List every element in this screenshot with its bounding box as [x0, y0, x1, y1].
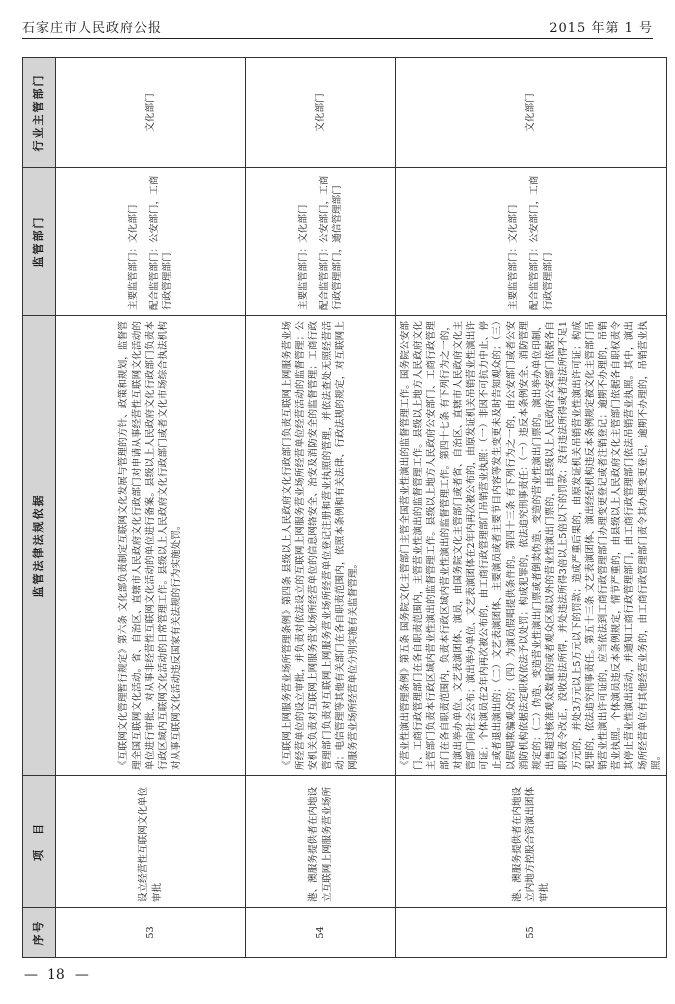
- publication-title: 石家庄市人民政府公报: [22, 21, 163, 36]
- issue-number: 2015 年第 1 号: [549, 21, 653, 36]
- assisting-supervisor: 配合监管部门：公安部门，工商行政管理部门，通信管理部门: [318, 175, 344, 310]
- table-row: [396, 58, 667, 958]
- table-row: [56, 58, 246, 958]
- row-industry: 文化部门: [246, 58, 396, 168]
- row-basis: 《互联网上网服务营业场所管理条例》第四条 县级以上人民政府文化行政部门负责互联网上网服务营业场所经营单位的设立审批，并负责对依法设立的互联网上网服务营业场所经营单位经营活动的监督管理；公安机关负责对互联网上网服务营业场所经营单位的信息网络安全、治安及消防安全的监督管理；工商行政管理部门负责对互联网上网服务营业场所经营单位登记注册和营业执照的管理，并依法查处无照经营活动；电信管理等其他有关部门在各自职责范围内，依照本条例和有关法律、行政法规的规定，对互联网上网服务营业场所经营单位分别实施有关监督管理。: [246, 316, 396, 776]
- main-supervisor: 主要监管部门：文化部门: [508, 204, 520, 310]
- row-basis: 《互联网文化管理暂行规定》第六条 文化部负责制定互联网文化发展与管理的方针、政策和规划，监督管理全国互联网文化活动。省、自治区、直辖市人民政府文化行政部门对申请从事经营性互联网文化活动的单位进行审批，对从事非经营性互联网文化活动的单位进行备案。县级以上人民政府文化行政部门负责本行政区域内互联网文化活动的日常管理工作。县级以上人民政府文化行政部门或者文化市场综合执法机构对从事互联网文化活动违反国家有关法规的行为实施处罚。: [56, 316, 246, 776]
- row-industry: 文化部门: [396, 58, 667, 168]
- column-header-basis: 监管法律法规依据: [23, 316, 56, 776]
- row-supervision: [246, 168, 396, 316]
- table-header-row: [23, 58, 56, 958]
- table-row: [246, 58, 396, 958]
- row-industry: 文化部门: [56, 58, 246, 168]
- row-number: 53: [56, 908, 246, 958]
- row-item: 设立经营性互联网文化单位审批: [56, 776, 246, 908]
- assisting-supervisor: 配合监管部门：公安部门，工商行政管理部门: [529, 175, 554, 310]
- row-item: 港、澳服务提供者在内地设立内地方控股合资演出团体审批: [396, 776, 667, 908]
- header-rule: [22, 38, 653, 39]
- row-number: 55: [396, 908, 667, 958]
- row-supervision: [396, 168, 667, 316]
- regulation-table: [22, 57, 667, 958]
- main-supervisor: 主要监管部门：文化部门: [127, 204, 139, 310]
- column-header-number: 序号: [23, 908, 56, 958]
- page-number: 18: [47, 967, 65, 983]
- assisting-supervisor: 配合监管部门：公安部门，工商行政管理部门: [148, 175, 174, 310]
- row-supervision: [56, 168, 246, 316]
- row-item: 港、澳服务提供者在内地设立互联网上网服务营业场所: [246, 776, 396, 908]
- column-header-supervision: 监管部门: [23, 168, 56, 316]
- column-header-industry: 行业主管部门: [23, 58, 56, 168]
- main-supervisor: 主要监管部门：文化部门: [297, 204, 309, 310]
- row-number: 54: [246, 908, 396, 958]
- column-header-item: 项 目: [23, 776, 56, 908]
- rotated-table-container: [22, 58, 662, 958]
- footer-dash-left: —: [24, 967, 37, 983]
- row-basis: 《营业性演出管理条例》第五条 国务院文化主管部门主管全国营业性演出的监督管理工作。国务院公安部门、工商行政管理部门在各自职责范围内，主管营业性演出的监督管理工作。县级以上地方人民政府文化主管部门负责本行政区域内营业性演出的监督管理工作。县级以上地方人民政府公安部门、工商行政管理部门在各自职责范围内，负责本行政区域内营业性演出的监督管理工作。第四十七条 有下列行为之一的，对演出举办单位、文艺表演团体、演员，由国务院文化主管部门或者省、自治区、直辖市人民政府文化主管部门向社会公布；演出举办单位、文艺表演团体在2年内再次被公布的，由原发证机关吊销营业性演出许可证；个体演员在2年内再次被公布的，由工商行政管理部门吊销营业执照：（一）非因不可抗力中止、停止或者退出演出的；（二）文艺表演团体、主要演员或者主要节目内容等发生变更未及时告知观众的；（三）以假唱欺骗观众的；（四）为演员假唱提供条件的。第四十三条 有下列行为之一的，由公安部门或者公安消防机构依据法定职权依法予以处罚；构成犯罪的，依法追究刑事责任：（一）违反本条例安全、消防管理规定的；（二）伪造、变造营业性演出门票或者倒卖伪造、变造的营业性演出门票的。演出举办单位印制、出售超过核准观众数量的或者观众区域以外的营业性演出门票的，由县级以上人民政府公安部门依据各自职权责令改正，没收违法所得，并处违法所得3倍以上5倍以下的罚款；没有违法所得或者违法所得不足1万元的，并处3万元以上5万元以下的罚款；造成严重后果的，由原发证机关吊销营业性演出许可证；构成犯罪的，依法追究刑事责任。第五十三条 文艺表演团体、演出经纪机构违反本条例规定被文化主管部门吊销营业性演出许可证的，应当依法到工商行政管理部门办理变更登记或者注销登记；逾期不办理的，吊销营业执照。个体演员违反本条例规定，情节严重的，由县级以上人民政府文化主管部门依据各自职权责令其停止营业性演出活动，并通知工商行政管理部门，由工商行政管理部门依法吊销营业执照。其中，演出场所经营单位有其他经营业务的，由工商行政管理部门责令其办理变更登记，逾期不办理的，吊销营业执照。: [396, 316, 667, 776]
- page-footer: [24, 967, 88, 983]
- page-header: [22, 12, 653, 36]
- footer-dash-right: —: [74, 967, 88, 983]
